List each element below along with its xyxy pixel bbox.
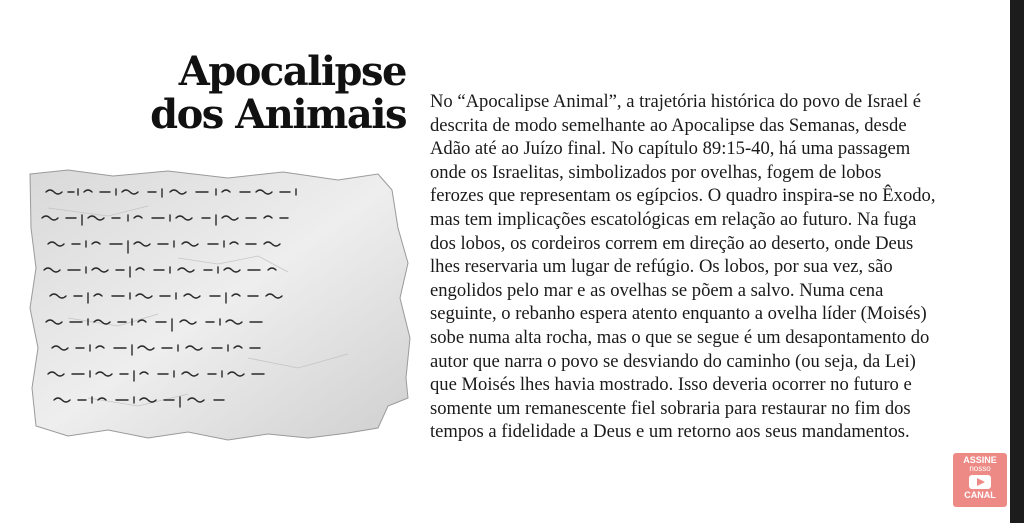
manuscript-fragment-image	[28, 168, 412, 443]
subscribe-label-line2: nosso	[969, 464, 991, 473]
subscribe-label-line1: ASSINE	[963, 455, 997, 465]
body-paragraph: No “Apocalipse Animal”, a trajetória histórica do povo de Israel é descrita de modo semelhante ao Apocalipse das Semanas, desde Adão até ao Juízo final. No capítulo 89:15-40, há uma passagem onde os Israelitas, simbolizados por ovelhas, fogem de lobos ferozes que representam os egípcios. O quadro inspira-se no Êxodo, mas tem implicações escatológicas em relação ao futuro. Na fuga dos lobos, os cordeiros correm em direção ao deserto, onde Deus lhes reservaria um lugar de refúgio. Os lobos, por sua vez, são engolidos pelo mar e as ovelhas se põem a salvo. Numa cena seguinte, o rebanho espera atento enquanto a ovelha líder (Moisés) sobe numa alta rocha, mas o que se segue é um desapontamento do autor que narra o povo se desviando do caminho (ou seja, da Lei) que Moisés lhes havia mostrado. Isso deveria ocorrer no futuro e somente um remanescente fiel sobraria para restaurar no fim dos tempos a fidelidade a Deus e um retorno aos seus mandamentos.	[430, 91, 936, 443]
subscribe-label-line3: CANAL	[964, 490, 996, 500]
title-line-2: dos Animais	[150, 91, 406, 138]
right-frame-edge	[1010, 0, 1024, 523]
title-line-1: Apocalipse	[178, 48, 406, 95]
play-icon	[969, 475, 991, 489]
page-title	[150, 50, 406, 136]
subscribe-channel-button[interactable]	[953, 453, 1007, 507]
